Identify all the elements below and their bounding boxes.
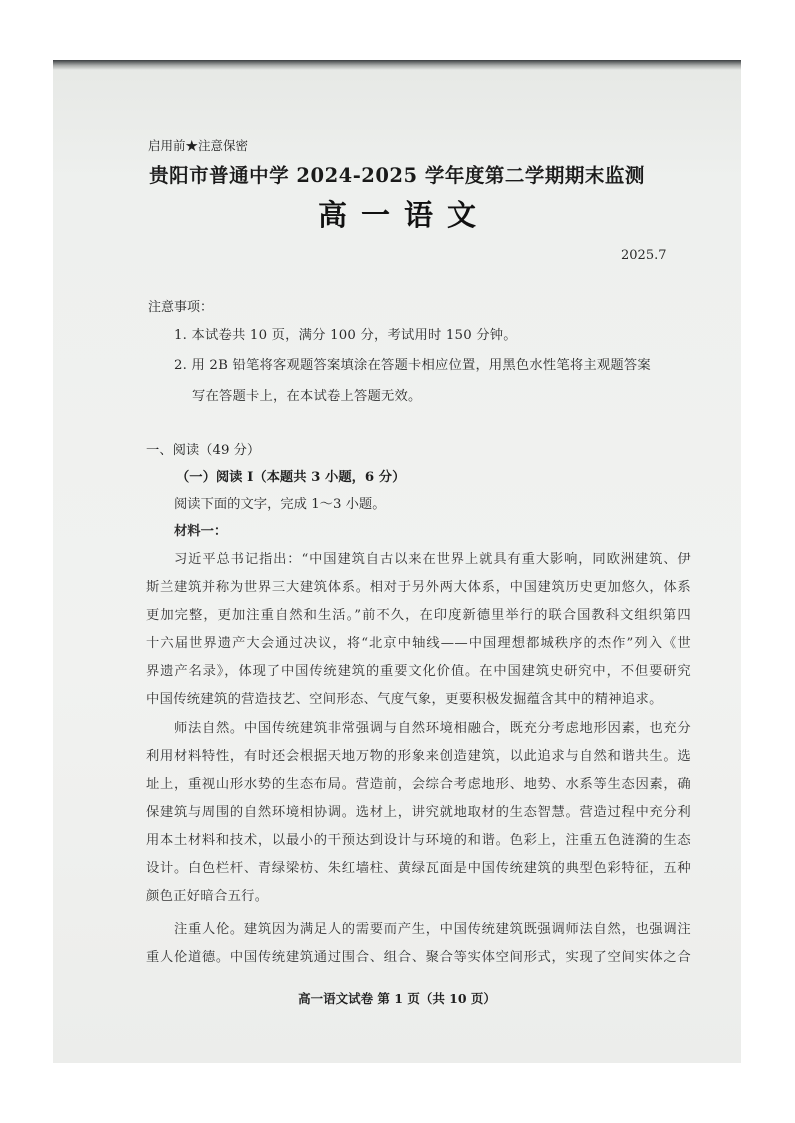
body-line: 斯兰建筑并称为世界三大建筑体系。相对于另外两大体系，中国建筑历史更加悠久，体系 xyxy=(146,580,691,595)
page-footer: 高一语文试卷 第 1 页（共 10 页） xyxy=(298,991,496,1006)
exam-paper-page xyxy=(53,60,741,1063)
note-item-2: 2. 用 2B 铅笔将客观题答案填涂在答题卡相应位置，用黑色水性笔将主观题答案 xyxy=(174,358,651,373)
body-line: 址上，重视山形水势的生态布局。营造前，会综合考虑地形、地势、水系等生态因素，确 xyxy=(146,777,691,792)
exam-date: 2025.7 xyxy=(621,248,667,263)
note-item-2-continued: 写在答题卡上，在本试卷上答题无效。 xyxy=(192,389,422,404)
body-line: 用本土材料和技术，以最小的干预达到设计与环境的和谐。色彩上，注重五色涟漪的生态 xyxy=(146,833,691,848)
body-line: 重人伦道德。中国传统建筑通过围合、组合、聚合等实体空间形式，实现了空间实体之合 xyxy=(146,950,691,965)
notes-heading: 注意事项： xyxy=(148,300,214,315)
body-line: 设计。白色栏杆、青绿梁枋、朱红墙柱、黄绿瓦面是中国传统建筑的典型色彩特征，五种 xyxy=(146,861,691,876)
body-line: 利用材料特性，有时还会根据天地万物的形象来创造建筑，以此追求与自然和谐共生。选 xyxy=(146,749,691,764)
body-line: 习近平总书记指出：“中国建筑自古以来在世界上就具有重大影响，同欧洲建筑、伊 xyxy=(174,552,691,567)
material-label: 材料一： xyxy=(174,524,228,539)
note-item-1: 1. 本试卷共 10 页，满分 100 分，考试用时 150 分钟。 xyxy=(174,328,517,343)
page-top-shadow xyxy=(53,60,741,70)
body-line: 更加完整，更加注重自然和生活。”前不久，在印度新德里举行的联合国教科文组织第四 xyxy=(146,608,691,623)
subsection-heading: （一）阅读 Ⅰ（本题共 3 小题，6 分） xyxy=(176,470,406,485)
body-line: 中国传统建筑的营造技艺、空间形态、气度气象，更要积极发掘蕴含其中的精神追求。 xyxy=(146,692,663,707)
section-heading: 一、阅读（49 分） xyxy=(146,443,261,458)
reading-instruction: 阅读下面的文字，完成 1～3 小题。 xyxy=(174,497,386,512)
exam-title: 贵阳市普通中学 2024-2025 学年度第二学期期末监测 xyxy=(149,164,645,187)
confidential-label: 启用前★注意保密 xyxy=(148,138,249,153)
subject-title: 高一语文 xyxy=(317,198,490,232)
body-line: 注重人伦。建筑因为满足人的需要而产生，中国传统建筑既强调师法自然，也强调注 xyxy=(174,922,691,937)
body-line: 十六届世界遗产大会通过决议，将“北京中轴线——中国理想都城秩序的杰作”列入《世 xyxy=(146,636,691,651)
body-line: 界遗产名录》，体现了中国传统建筑的重要文化价值。在中国建筑史研究中，不但要研究 xyxy=(146,664,691,679)
body-line: 保建筑与周围的自然环境相协调。选材上，讲究就地取材的生态智慧。营造过程中充分利 xyxy=(146,805,691,820)
body-line: 师法自然。中国传统建筑非常强调与自然环境相融合，既充分考虑地形因素，也充分 xyxy=(174,721,691,736)
body-line: 颜色正好暗合五行。 xyxy=(146,889,269,904)
